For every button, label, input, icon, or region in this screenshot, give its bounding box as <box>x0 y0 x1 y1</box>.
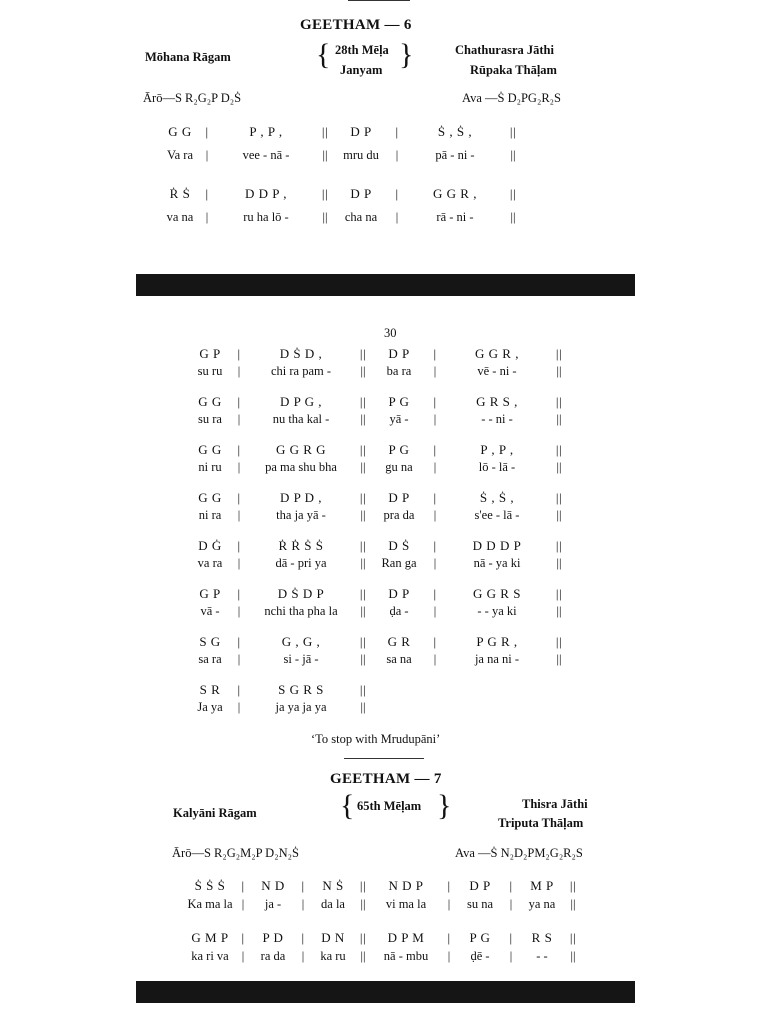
sahitya-group: mru du <box>343 148 379 162</box>
sahitya-group: pra da <box>383 508 415 522</box>
swara-group: G G R S <box>473 586 521 601</box>
separator-rule <box>344 758 424 759</box>
bar-separator: | <box>447 949 451 963</box>
double-bar-separator: || <box>570 949 576 963</box>
bar-separator: | <box>447 878 451 893</box>
swara-group: D Ṡ <box>388 538 410 553</box>
double-bar-separator: || <box>360 700 366 714</box>
swara-group: D D D P <box>472 538 522 553</box>
bar-separator: | <box>433 604 437 618</box>
swara-group: P G <box>388 442 410 457</box>
swara-group: P D <box>262 930 284 945</box>
mela-brace-left: { <box>316 38 331 71</box>
bar-separator: | <box>301 897 305 911</box>
double-bar-separator: || <box>360 897 366 911</box>
notation-line <box>188 586 566 602</box>
double-bar-separator: || <box>556 652 562 666</box>
swara-group: S R <box>199 682 221 697</box>
double-bar-separator: || <box>556 556 562 570</box>
bar-separator: | <box>237 346 241 361</box>
page-bottom-bar <box>136 981 635 1003</box>
sahitya-group: rā - ni - <box>436 210 474 224</box>
page-number: 30 <box>384 326 397 340</box>
sahitya-group: ra da <box>260 949 286 963</box>
swara-group: S G <box>199 634 221 649</box>
sahitya-group: sa na <box>386 652 412 666</box>
sahitya-group: ba ra <box>386 364 412 378</box>
bar-separator: | <box>433 412 437 426</box>
thalam-label: Rūpaka Thāḷam <box>470 63 557 77</box>
stop-note: ‘To stop with Mrudupāni’ <box>311 732 441 746</box>
sahitya-group: ḍē - <box>470 949 490 963</box>
bar-separator: | <box>301 930 305 945</box>
double-bar-separator: || <box>322 210 328 224</box>
bar-separator: | <box>433 442 437 457</box>
lyric-line <box>160 148 520 163</box>
double-bar-separator: || <box>556 460 562 474</box>
double-bar-separator: || <box>556 604 562 618</box>
bar-separator: | <box>241 897 245 911</box>
lyric-line <box>184 897 580 912</box>
sahitya-group: Ran ga <box>381 556 417 570</box>
swara-group: G P <box>199 346 221 361</box>
bar-separator: | <box>205 148 209 162</box>
bar-separator: | <box>237 394 241 409</box>
bar-separator: | <box>433 394 437 409</box>
bar-separator: | <box>395 148 399 162</box>
swara-group: N D <box>261 878 285 893</box>
sahitya-group: Ka ma la <box>187 897 233 911</box>
sahitya-group: da la <box>321 897 345 911</box>
sahitya-group: Va ra <box>166 148 194 162</box>
sahitya-group: ru ha lō - <box>243 210 289 224</box>
bar-separator: | <box>237 364 241 378</box>
bar-separator: | <box>237 652 241 666</box>
lyric-line <box>188 508 566 523</box>
swara-group: P , P , <box>249 124 283 139</box>
bar-separator: | <box>241 949 245 963</box>
swara-group: P , P , <box>480 442 514 457</box>
bar-separator: | <box>509 949 513 963</box>
page-divider-bar <box>136 274 635 296</box>
top-rule <box>348 0 410 1</box>
double-bar-separator: || <box>509 186 517 201</box>
double-bar-separator: || <box>359 634 367 649</box>
bar-separator: | <box>447 930 451 945</box>
swara-group: D Ṡ D P <box>277 586 325 601</box>
notation-line <box>160 124 520 140</box>
avarohanam: Ava —Ṡ D₂PG₂R₂S <box>462 91 561 105</box>
swara-group: N Ṡ <box>322 878 344 893</box>
double-bar-separator: || <box>569 930 577 945</box>
double-bar-separator: || <box>322 148 328 162</box>
mela-label: 28th Mēḷa <box>335 43 389 57</box>
double-bar-separator: || <box>556 508 562 522</box>
lyric-line <box>188 556 566 571</box>
swara-group: D Ṡ D , <box>279 346 323 361</box>
swara-group: Ṡ , Ṡ , <box>437 124 473 139</box>
lyric-line <box>188 652 566 667</box>
sahitya-group: su ru <box>197 364 223 378</box>
lyric-line <box>188 460 566 475</box>
double-bar-separator: || <box>555 634 563 649</box>
bar-separator: | <box>509 897 513 911</box>
notation-line <box>184 878 580 894</box>
avarohanam-2: Ava —Ṡ N₂D₂PM₂G₂R₂S <box>455 846 583 860</box>
double-bar-separator: || <box>321 124 329 139</box>
double-bar-separator: || <box>555 490 563 505</box>
double-bar-separator: || <box>360 604 366 618</box>
notation-line <box>188 634 566 650</box>
notation-line <box>188 346 566 362</box>
swara-group: Ṙ Ṙ Ṡ Ṡ <box>278 538 324 553</box>
jathi-label-2: Thisra Jāthi <box>522 797 588 811</box>
swara-group: D P <box>469 878 491 893</box>
sahitya-group: lō - lā - <box>478 460 516 474</box>
bar-separator: | <box>237 442 241 457</box>
sahitya-group: ni ru <box>198 460 222 474</box>
bar-separator: | <box>237 508 241 522</box>
swara-group: G G R , <box>433 186 477 201</box>
ragam-label-2: Kalyāni Rāgam <box>173 806 257 820</box>
bar-separator: | <box>509 930 513 945</box>
swara-group: D N <box>321 930 345 945</box>
swara-group: D P <box>350 186 372 201</box>
bar-separator: | <box>205 210 209 224</box>
double-bar-separator: || <box>555 394 563 409</box>
swara-group: D P <box>350 124 372 139</box>
swara-group: D P <box>388 490 410 505</box>
notation-line <box>188 394 566 410</box>
swara-group: P G R , <box>476 634 518 649</box>
bar-separator: | <box>237 412 241 426</box>
swara-group: D D P , <box>244 186 288 201</box>
bar-separator: | <box>237 556 241 570</box>
swara-group: R S <box>531 930 553 945</box>
bar-separator: | <box>433 508 437 522</box>
sahitya-group: ka ru <box>320 949 346 963</box>
swara-group: G G <box>198 394 222 409</box>
sahitya-group: yā - <box>389 412 409 426</box>
double-bar-separator: || <box>360 949 366 963</box>
notation-line <box>188 682 370 698</box>
swara-group: D P <box>388 586 410 601</box>
double-bar-separator: || <box>555 346 563 361</box>
mela-brace-left-2: { <box>340 789 355 822</box>
swara-group: G G <box>198 490 222 505</box>
thalam-label-2: Triputa Thāḷam <box>498 816 584 830</box>
lyric-line <box>188 364 566 379</box>
notation-line <box>184 930 580 946</box>
sahitya-group: pa ma shu bha <box>265 460 337 474</box>
notation-line <box>188 490 566 506</box>
sahitya-group: nā - mbu <box>383 949 429 963</box>
double-bar-separator: || <box>360 652 366 666</box>
double-bar-separator: || <box>360 364 366 378</box>
double-bar-separator: || <box>510 148 516 162</box>
double-bar-separator: || <box>569 878 577 893</box>
double-bar-separator: || <box>570 897 576 911</box>
ragam-label: Mōhana Rāgam <box>145 50 231 64</box>
sahitya-group: ḍa - <box>389 604 409 618</box>
double-bar-separator: || <box>360 508 366 522</box>
sahitya-group: ja - <box>264 897 282 911</box>
arohanam-2: Ārō—S R₂G₂M₂P D₂N₂Ṡ <box>172 846 299 860</box>
swara-group: G R S , <box>476 394 518 409</box>
double-bar-separator: || <box>360 460 366 474</box>
swara-group: Ṙ Ṡ <box>169 186 191 201</box>
mela-brace-right-2: } <box>437 789 452 822</box>
double-bar-separator: || <box>359 346 367 361</box>
bar-separator: | <box>433 460 437 474</box>
bar-separator: | <box>205 124 209 139</box>
sahitya-group: chi ra pam - <box>270 364 332 378</box>
double-bar-separator: || <box>360 556 366 570</box>
swara-group: G G R , <box>475 346 519 361</box>
swara-group: N D P <box>388 878 424 893</box>
swara-group: M P <box>530 878 554 893</box>
bar-separator: | <box>433 364 437 378</box>
double-bar-separator: || <box>359 394 367 409</box>
bar-separator: | <box>241 930 245 945</box>
sahitya-group: gu na <box>385 460 413 474</box>
sahitya-group: - - <box>536 949 548 963</box>
sahitya-group: va na <box>166 210 194 224</box>
double-bar-separator: || <box>556 364 562 378</box>
bar-separator: | <box>395 210 399 224</box>
notation-line <box>188 442 566 458</box>
sahitya-group: - - ni - <box>481 412 513 426</box>
swara-group: G G <box>168 124 192 139</box>
sahitya-group: ja na ni - <box>474 652 520 666</box>
bar-separator: | <box>237 634 241 649</box>
double-bar-separator: || <box>556 412 562 426</box>
bar-separator: | <box>395 186 399 201</box>
bar-separator: | <box>433 556 437 570</box>
sahitya-group: - - ya ki <box>477 604 517 618</box>
swara-group: G , G , <box>281 634 321 649</box>
bar-separator: | <box>205 186 209 201</box>
sahitya-group: nchi tha pha la <box>264 604 338 618</box>
swara-group: P G <box>388 394 410 409</box>
jathi-label: Chathurasra Jāthi <box>455 43 554 57</box>
sahitya-group: ni ra <box>198 508 222 522</box>
bar-separator: | <box>301 878 305 893</box>
mela-label-2: 65th Mēḷam <box>357 799 422 813</box>
bar-separator: | <box>241 878 245 893</box>
bar-separator: | <box>433 490 437 505</box>
bar-separator: | <box>433 634 437 649</box>
geetham-6-title: GEETHAM — 6 <box>300 17 412 33</box>
swara-group: S G R S <box>278 682 324 697</box>
swara-group: G G <box>198 442 222 457</box>
sahitya-group: vi ma la <box>385 897 427 911</box>
swara-group: G G R G <box>275 442 327 457</box>
swara-group: D Ġ <box>198 538 222 553</box>
sahitya-group: ya na <box>528 897 556 911</box>
sahitya-group: tha ja yā - <box>276 508 326 522</box>
bar-separator: | <box>433 538 437 553</box>
double-bar-separator: || <box>321 186 329 201</box>
lyric-line <box>184 949 580 964</box>
double-bar-separator: || <box>555 586 563 601</box>
double-bar-separator: || <box>359 442 367 457</box>
sahitya-group: Ja ya <box>197 700 223 714</box>
geetham-7-title: GEETHAM — 7 <box>330 771 442 787</box>
sahitya-group: ja ya ja ya <box>275 700 327 714</box>
sahitya-group: s'ee - lā - <box>474 508 520 522</box>
bar-separator: | <box>433 652 437 666</box>
bar-separator: | <box>237 682 241 697</box>
sahitya-group: va ra <box>197 556 223 570</box>
notation-line <box>160 186 520 202</box>
sahitya-group: nu tha kal - <box>272 412 330 426</box>
bar-separator: | <box>395 124 399 139</box>
double-bar-separator: || <box>359 930 367 945</box>
double-bar-separator: || <box>359 490 367 505</box>
double-bar-separator: || <box>510 210 516 224</box>
bar-separator: | <box>237 586 241 601</box>
notation-line <box>188 538 566 554</box>
swara-group: G P <box>199 586 221 601</box>
sahitya-group: pā - ni - <box>435 148 475 162</box>
lyric-line <box>188 412 566 427</box>
swara-group: D P D , <box>279 490 323 505</box>
swara-group: D P <box>388 346 410 361</box>
bar-separator: | <box>237 538 241 553</box>
sahitya-group: cha na <box>344 210 378 224</box>
sahitya-group: nā - ya ki <box>473 556 521 570</box>
swara-group: Ṡ Ṡ Ṡ <box>194 878 226 893</box>
swara-group: G R <box>387 634 411 649</box>
janyam-label: Janyam <box>340 63 383 77</box>
mela-brace-right: } <box>399 38 414 71</box>
double-bar-separator: || <box>359 538 367 553</box>
bar-separator: | <box>237 490 241 505</box>
bar-separator: | <box>237 700 241 714</box>
sahitya-group: su na <box>466 897 494 911</box>
sahitya-group: sa ra <box>198 652 222 666</box>
lyric-line <box>188 700 370 715</box>
bar-separator: | <box>509 878 513 893</box>
sahitya-group: dā - pri ya <box>275 556 327 570</box>
sahitya-group: ka ri va <box>191 949 229 963</box>
bar-separator: | <box>447 897 451 911</box>
double-bar-separator: || <box>360 412 366 426</box>
swara-group: D P G , <box>279 394 323 409</box>
swara-group: P G <box>469 930 491 945</box>
swara-group: D P M <box>387 930 425 945</box>
arohanam: Ārō—S R₂G₂P D₂Ṡ <box>143 91 242 105</box>
bar-separator: | <box>237 604 241 618</box>
double-bar-separator: || <box>359 878 367 893</box>
lyric-line <box>188 604 566 619</box>
double-bar-separator: || <box>359 682 367 697</box>
double-bar-separator: || <box>509 124 517 139</box>
swara-group: Ṡ , Ṡ , <box>479 490 515 505</box>
bar-separator: | <box>237 460 241 474</box>
sahitya-group: si - jā - <box>283 652 319 666</box>
swara-group: G M P <box>191 930 229 945</box>
bar-separator: | <box>433 346 437 361</box>
bar-separator: | <box>301 949 305 963</box>
double-bar-separator: || <box>555 538 563 553</box>
lyric-line <box>160 210 520 225</box>
sahitya-group: vē - ni - <box>477 364 517 378</box>
bar-separator: | <box>433 586 437 601</box>
sahitya-group: su ra <box>198 412 222 426</box>
double-bar-separator: || <box>555 442 563 457</box>
double-bar-separator: || <box>359 586 367 601</box>
sahitya-group: vee - nā - <box>242 148 290 162</box>
sahitya-group: vā - <box>200 604 220 618</box>
